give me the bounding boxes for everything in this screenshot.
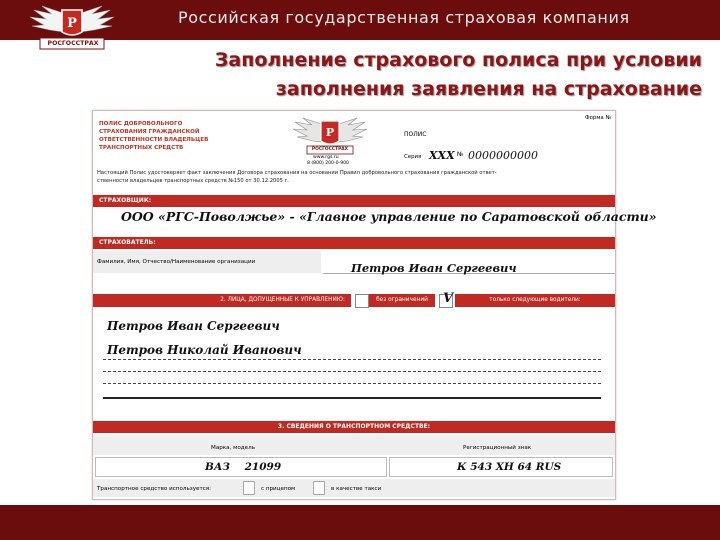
trailer-checkbox[interactable] (243, 481, 255, 495)
intro-line: Настоящий Полис удостоверяет факт заключения Договора страхования на основании Правил добровольного страхования гражданской ответ- (97, 170, 497, 176)
vehicle-labels-row (93, 435, 615, 455)
driver-line (103, 371, 601, 372)
intro-text (97, 169, 611, 185)
driver-2-value: Петров Николай Иванович (107, 343, 302, 357)
insurer-bar: СТРАХОВЩИК: (93, 195, 615, 207)
reg-value: К 543 ХН 64 RUS (457, 461, 562, 473)
intro-line: ственности владельцев транспортных средств №150 от 30.12.2005 г. (97, 178, 289, 184)
trailer-label: с прицепом (261, 486, 296, 492)
form-logo (283, 115, 377, 165)
vehicle-label: 3. СВЕДЕНИЯ О ТРАНСПОРТНОМ СРЕДСТВЕ: (277, 423, 431, 430)
policyholder-bar: СТРАХОВАТЕЛЬ: (93, 237, 615, 249)
taxi-checkbox[interactable] (313, 481, 325, 495)
company-name: Российская государственная страховая компания (178, 8, 630, 27)
insurance-policy-form (92, 110, 657, 500)
taxi-label: в качестве такси (331, 486, 382, 492)
policyholder-value: Петров Иван Сергеевич (351, 261, 517, 275)
policy-number-value: 0000000000 (468, 149, 538, 162)
slide-title-line-2: заполнения заявления на страхование (275, 78, 702, 100)
form-number-label: Форма № (585, 115, 612, 121)
model-value: ВАЗ 21099 (205, 461, 282, 473)
no-limits-label: без ограничений (376, 297, 428, 303)
no-limits-checkbox[interactable] (355, 294, 369, 308)
number-sign: № (457, 151, 464, 158)
policy-heading (99, 120, 208, 152)
rosgosstrakh-logo (12, 2, 132, 54)
usage-label: Транспортное средство используется: (97, 486, 212, 492)
site-text: www.rgs.ru (313, 155, 339, 160)
policy-heading-line: СТРАХОВАНИЯ ГРАЖДАНСКОЙ (99, 129, 200, 135)
svg-text:Р: Р (67, 16, 77, 31)
fio-label: Фамилия, Имя, Отчество/Наименование организации (97, 259, 256, 265)
slide-title-line-1: Заполнение страхового полиса при условии (214, 49, 702, 71)
driver-line (103, 359, 601, 360)
only-following-bar (455, 294, 615, 307)
check-mark: V (443, 291, 454, 306)
series-label: Серия (404, 154, 422, 160)
reg-label: Регистрационный знак (463, 445, 532, 451)
policy-heading-line: ТРАНСПОРТНЫХ СРЕДСТВ (99, 145, 184, 151)
no-limits-bar (369, 294, 435, 307)
vehicle-bar (93, 421, 615, 433)
policy-heading-line: ОТВЕТСТВЕННОСТИ ВЛАДЕЛЬЦЕВ (99, 137, 209, 143)
drivers-bar-main (93, 294, 351, 307)
phone-text: 8 (800) 200-0-900 (307, 161, 349, 166)
series-value: XXX (429, 149, 455, 162)
driver-line (103, 383, 601, 384)
driver-1-value: Петров Иван Сергеевич (107, 319, 280, 333)
model-label: Марка, модель (211, 445, 255, 451)
bottom-bar (0, 505, 720, 540)
insurer-value: ООО «РГС-Поволжье» - «Главное управление по Саратовской области» (121, 209, 657, 224)
logo-text: РОСГОССТРАХ (47, 40, 99, 47)
only-following-label: только следующие водители: (489, 297, 581, 303)
policy-heading-line: ПОЛИС ДОБРОВОЛЬНОГО (99, 121, 183, 127)
driver-line (103, 397, 601, 399)
polis-label: ПОЛИС (404, 131, 427, 138)
drivers-label: 2. ЛИЦА, ДОПУЩЕННЫЕ К УПРАВЛЕНИЮ: (220, 297, 345, 303)
form-logo-text: РОСГОССТРАХ (311, 147, 349, 152)
svg-text:Р: Р (325, 126, 335, 139)
